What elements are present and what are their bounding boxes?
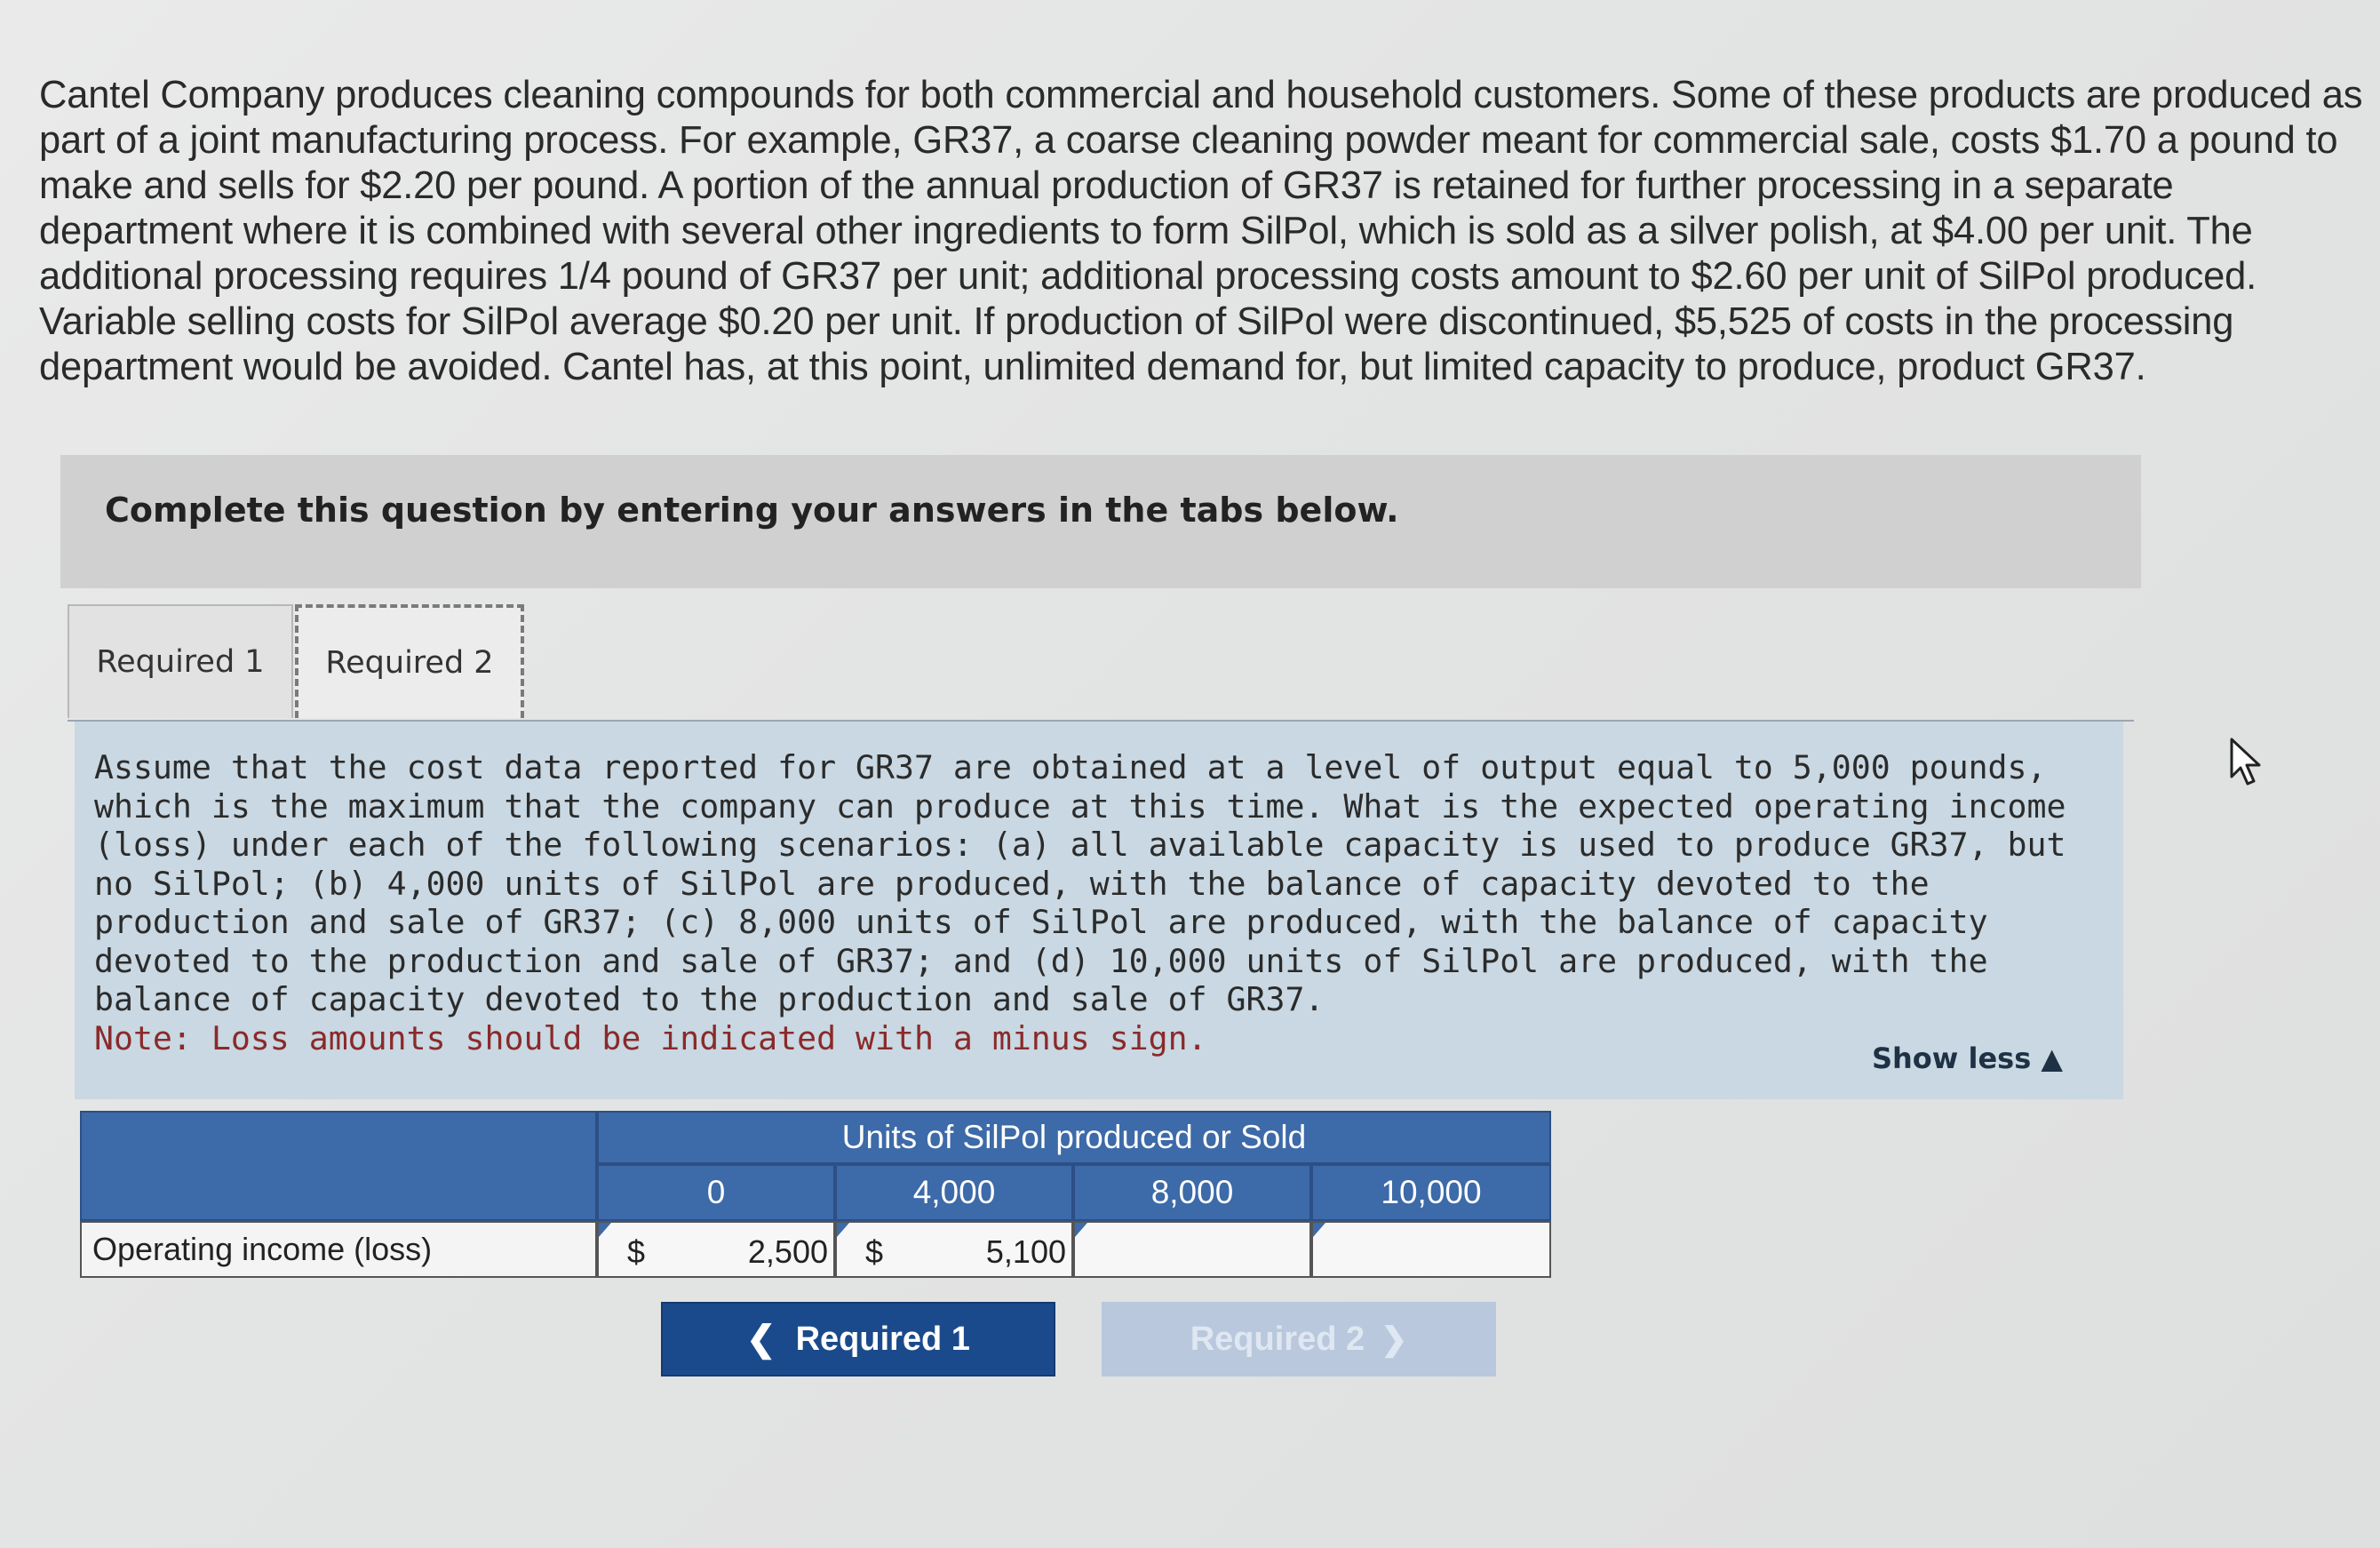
banner-text: Complete this question by entering your answers in the tabs below. [105, 491, 1399, 530]
previous-required-1-button[interactable] [661, 1302, 1055, 1376]
next-button-label: Required 2 [1190, 1320, 1365, 1358]
cell-flag-icon [1313, 1223, 1325, 1237]
next-required-2-button[interactable] [1102, 1302, 1496, 1376]
triangle-up-icon: ▲ [2041, 1041, 2063, 1075]
cell-flag-icon [599, 1223, 611, 1237]
row-label-operating-income: Operating income (loss) [80, 1221, 597, 1278]
tab-required-1[interactable]: Required 1 [68, 604, 293, 718]
cell-value: 2,500 [747, 1233, 828, 1270]
answer-table [80, 1111, 1551, 1278]
cell-flag-icon [1075, 1223, 1087, 1237]
prev-button-label: Required 1 [795, 1320, 970, 1358]
question-text [94, 748, 2111, 1057]
header-col-4000: 4,000 [835, 1164, 1073, 1221]
cell-value: 5,100 [985, 1233, 1066, 1270]
show-less-button[interactable] [1872, 1041, 2063, 1075]
input-cell-4000[interactable] [835, 1221, 1073, 1278]
instruction-banner [60, 455, 2141, 588]
header-col-10000: 10,000 [1311, 1164, 1551, 1221]
question-panel [75, 722, 2123, 1099]
question-note: Note: Loss amounts should be indicated with a minus sign. [94, 1018, 1207, 1057]
problem-description: Cantel Company produces cleaning compounds for both commercial and household customers. Some of these products are produced as part of a joint manufacturing process. For example, GR37, a coarse cleaning powder meant for commercial sale, costs $1.70 a pound to make and sells for $2.20 per pound. A portion of the annual production of GR37 is retained for further processing in a separate department where it is combined with several other ingredients to form SilPol, which is sold as a silver polish, at $4.00 per unit. The additional processing requires 1/4 pound of GR37 per unit; additional processing costs amount to $2.60 per unit of SilPol produced. Variable selling costs for SilPol average $0.20 per unit. If production of SilPol were discontinued, $5,525 of costs in the processing department would be avoided. Cantel has, at this point, unlimited demand for, but limited capacity to produce, product GR37. [39, 74, 2363, 388]
input-cell-8000[interactable] [1073, 1221, 1311, 1278]
dollar-sign: $ [865, 1233, 884, 1270]
header-col-0: 0 [597, 1164, 835, 1221]
header-units-span: Units of SilPol produced or Sold [597, 1111, 1551, 1164]
mouse-pointer-icon [2228, 738, 2264, 787]
show-less-label: Show less [1871, 1041, 2032, 1075]
cell-flag-icon [837, 1223, 849, 1237]
question-body: Assume that the cost data reported for GR37 are obtained at a level of output equal to 5,000 pounds, which is the maximum that the company can produce at this time. What is the expected operating income (loss) under each of the following scenarios: (a) all available capacity is used to produce GR37, but no SilPol; (b) 4,000 units of SilPol are produced, with the balance of capacity devoted to the production and sale of GR37; (c) 8,000 units of SilPol are produced, with the balance of capacity devoted to the production and sale of GR37; and (d) 10,000 units of SilPol are produced, with the balance of capacity devoted to the production and sale of GR37. [94, 748, 2066, 1018]
header-col-8000: 8,000 [1073, 1164, 1311, 1221]
chevron-right-icon: ❯ [1381, 1321, 1408, 1357]
input-cell-0[interactable] [597, 1221, 835, 1278]
input-cell-10000[interactable] [1311, 1221, 1551, 1278]
header-blank-cell [80, 1111, 597, 1221]
chevron-left-icon: ❮ [746, 1320, 776, 1359]
dollar-sign: $ [627, 1233, 646, 1270]
tab-required-2[interactable]: Required 2 [295, 604, 524, 718]
